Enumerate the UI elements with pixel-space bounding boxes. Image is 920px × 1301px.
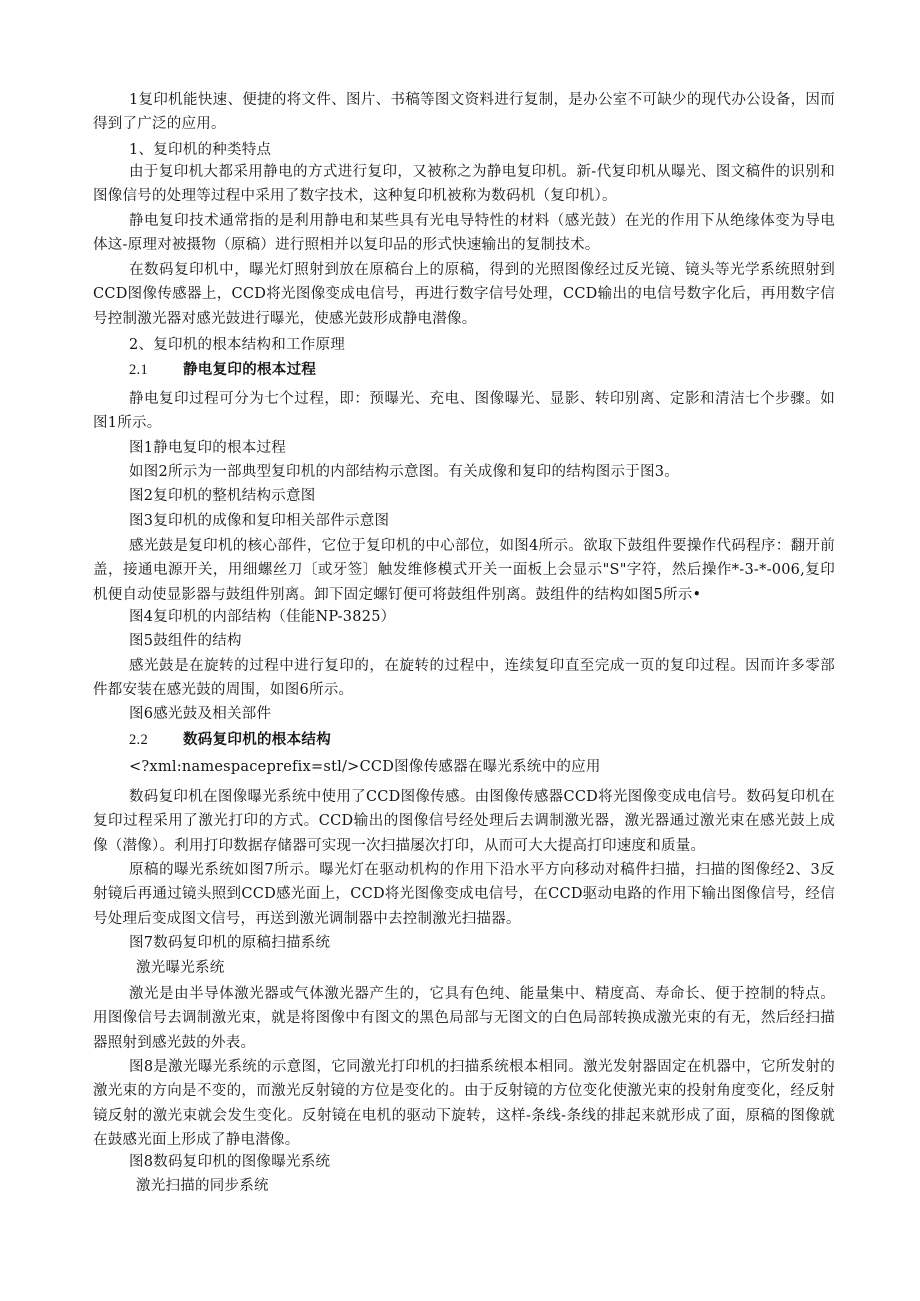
paragraph-electrostatic-tech: 静电复印技术通常指的是利用静电和某些具有光电导特性的材料（感光鼓）在光的作用下从绝缘体变为导电体这-原理对被摄物（原稿）进行照相并以复印品的形式快速输出的复制技术。	[93, 213, 835, 254]
figure-caption-8: 图8数码复印机的图像曝光系统	[129, 1154, 331, 1170]
paragraph-original-exposure: 原稿的曝光系统如图7所示。曝光灯在驱动机构的作用下沿水平方向移动对稿件扫描，扫描的图像经2、3反射镜后再通过镜头照到CCD感光面上，CCD将光图像变成电信号，在CCD驱动电路的作用下输出图像信号，经信号处理后变成图文信号，再送到激光调制器中去控制激光扫描器。	[93, 862, 836, 927]
section-heading-structure: 2、复印机的根本结构和工作原理	[129, 337, 345, 353]
paragraph-digital-exposure: 数码复印机在图像曝光系统中使用了CCD图像传感。由图像传感器CCD将光图像变成电信号。数码复印机在复印过程采用了激光打印的方式。CCD输出的图像信号经处理后去调制激光器，激光器通过激光束在感光鼓上成像（潜像）。利用打印数据存储器可实现一次扫描屡次打印，从而可大大提高打印速度和质量。	[93, 789, 835, 854]
figure-caption-6: 图6感光鼓及相关部件	[129, 706, 272, 722]
paragraph-electrostatic-copier: 由于复印机大都采用静电的方式进行复印，又被称之为静电复印机。新-代复印机从曝光、图文稿件的识别和图像信号的处理等过程中采用了数字技术，这种复印机被称为数码机（复印机）。	[93, 164, 835, 205]
paragraph-drum-rotation: 感光鼓是在旋转的过程中进行复印的，在旋转的过程中，连续复印直至完成一页的复印过程。因而许多零部件都安装在感光鼓的周围，如图6所示。	[93, 658, 835, 699]
subheading-laser-exposure: 激光曝光系统	[136, 960, 225, 976]
heading-number: 2.2	[129, 732, 149, 748]
paragraph-digital-copier: 在数码复印机中，曝光灯照射到放在原稿台上的原稿，得到的光照图像经过反光镜、镜头等光学系统照射到CCD图像传感器上，CCD将光图像变成电信号，再进行数字信号处理，CCD输出的电信号数字化后，再用数字信号控制激光器对感光鼓进行曝光，使感光鼓形成静电潜像。	[93, 262, 835, 327]
paragraph-figure-2-ref: 如图2所示为一部典型复印机的内部结构示意图。有关成像和复印的结构图示于图3。	[129, 464, 679, 480]
paragraph-drum-core: 感光鼓是复印机的核心部件，它位于复印机的中心部位，如图4所示。欲取下鼓组件要操作代码程序：翻开前盖，接通电源开关，用细螺丝刀〔或牙签〕触发维修模式开关一面板上会显示"S"字符，然后操作*-3-*-006,复印机便自动使显影器与鼓组件别离。卸下固定螺钉便可将鼓组件别离。鼓组件的结构如图5所示•	[93, 538, 835, 603]
heading-text: 静电复印的根本过程	[183, 362, 317, 378]
subsection-heading-2-1	[93, 359, 871, 381]
subsection-heading-2-2	[93, 729, 871, 751]
figure-caption-1: 图1静电复印的根本过程	[129, 440, 286, 456]
paragraph-intro: 1复印机能快速、便捷的将文件、图片、书稿等图文资料进行复制，是办公室不可缺少的现代办公设备，因而得到了广泛的应用。	[93, 92, 835, 133]
figure-caption-4: 图4复印机的内部结构（佳能NP-3825）	[129, 609, 396, 625]
paragraph-seven-steps: 静电复印过程可分为七个过程，即：预曝光、充电、图像曝光、显影、转印别离、定影和清洁七个步骤。如图1所示。	[93, 391, 835, 432]
heading-text: 数码复印机的根本结构	[183, 732, 331, 748]
paragraph-ccd-heading: <?xml:namespaceprefix=stl/>CCD图像传感器在曝光系统中的应用	[129, 759, 601, 775]
figure-caption-2: 图2复印机的整机结构示意图	[129, 488, 316, 504]
paragraph-laser-source: 激光是由半导体激光器或气体激光器产生的，它具有色纯、能量集中、精度高、寿命长、便于控制的特点。用图像信号去调制激光束，就是将图像中有图文的黑色局部与无图文的白色局部转换成激光束的有无，然后经扫描器照射到感光鼓的外表。	[93, 986, 835, 1051]
subheading-laser-sync: 激光扫描的同步系统	[136, 1178, 269, 1194]
figure-caption-3: 图3复印机的成像和复印相关部件示意图	[129, 513, 390, 529]
paragraph-laser-system: 图8是激光曝光系统的示意图，它同激光打印机的扫描系统根本相同。激光发射器固定在机器中，它所发射的激光束的方向是不变的，而激光反射镜的方位是变化的。由于反射镜的方位变化使激光束的投射角度变化，经反射镜反射的激光束就会发生变化。反射镜在电机的驱动下旋转，这样-条线-条线的排起来就形成了面，原稿的图像就在鼓感光面上形成了静电潜像。	[93, 1059, 835, 1148]
figure-caption-7: 图7数码复印机的原稿扫描系统	[129, 935, 331, 951]
section-heading-types: 1、复印机的种类特点	[129, 142, 272, 158]
heading-number: 2.1	[129, 362, 149, 378]
figure-caption-5: 图5鼓组件的结构	[129, 633, 242, 649]
